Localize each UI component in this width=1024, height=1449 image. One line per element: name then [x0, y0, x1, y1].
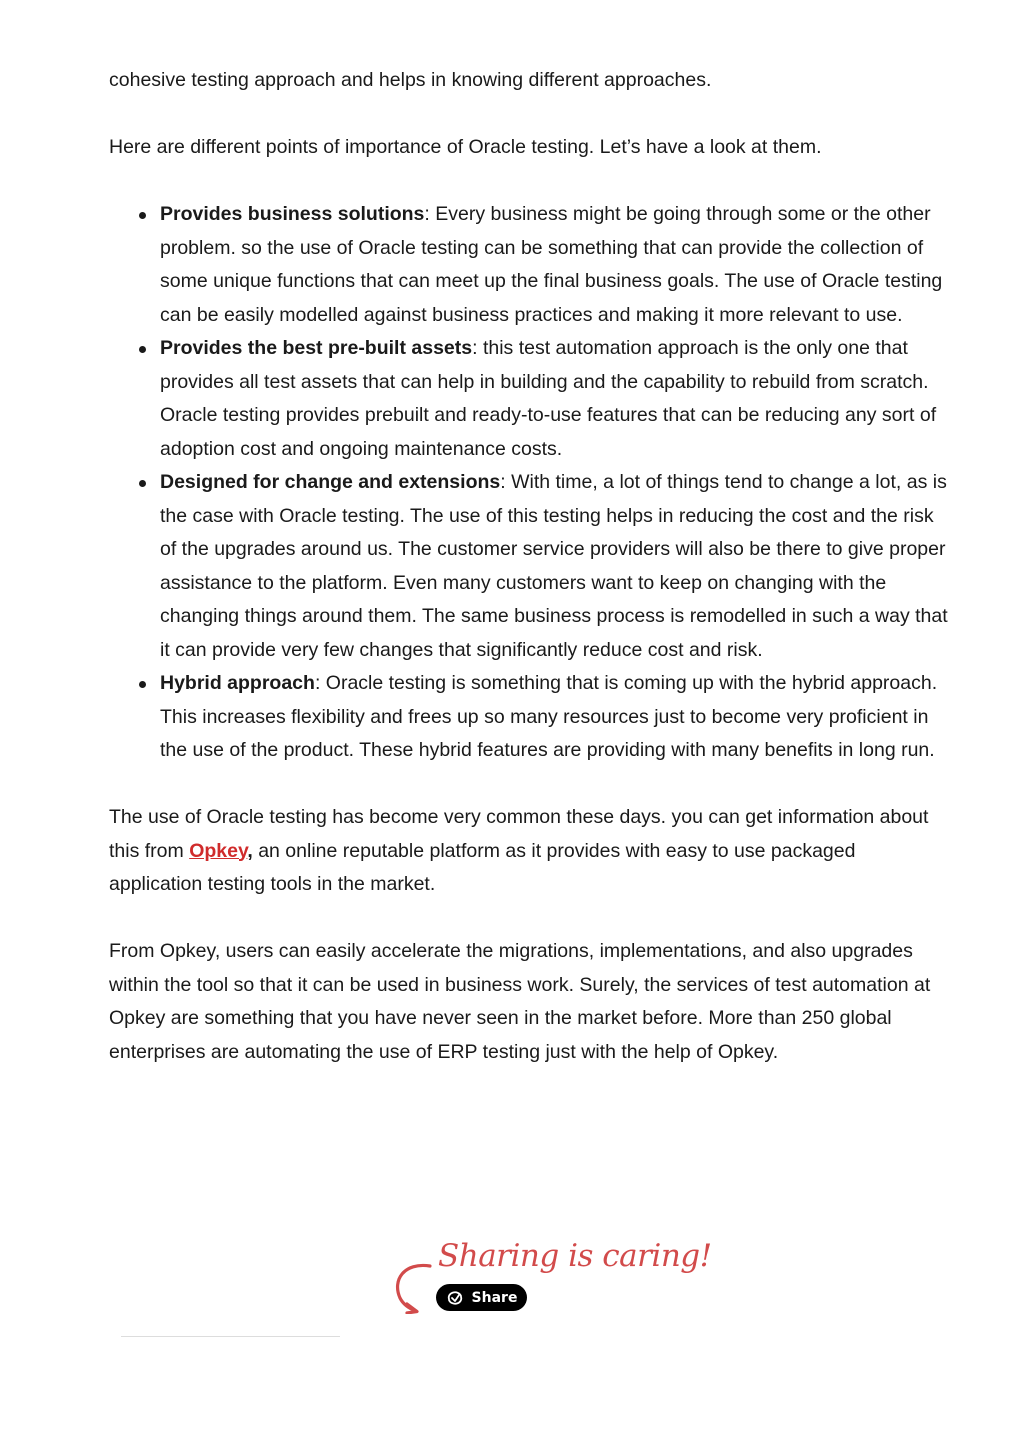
share-button[interactable]	[436, 1284, 527, 1311]
list-item	[160, 198, 949, 332]
paragraph-opkey-info	[109, 801, 949, 902]
share-button-label: Share	[471, 1289, 518, 1306]
list-item	[160, 332, 949, 466]
list-item-text: : Every business might be going through some or the other problem. so the use of Oracle testing can be something that can provide the collection of some unique functions that can meet up the final business goals. The use of Oracle testing can be easily modelled against business practices and making it more relevant to use.	[160, 203, 943, 326]
paragraph-opkey-benefits: From Opkey, users can easily accelerate the migrations, implementations, and also upgrades within the tool so that it can be used in business work. Surely, the services of test automation at Opkey are something that you have never seen in the market before. More than 250 global enterprises are automating the use of ERP testing just with the help of Opkey.	[109, 940, 931, 1063]
opkey-link[interactable]: Opkey	[189, 839, 248, 862]
share-icon	[446, 1291, 464, 1305]
list-item-text: : Oracle testing is something that is coming up with the hybrid approach. This increases flexibility and frees up so many resources just to become very proficient in the use of the product. These hybrid features are providing with many benefits in long run.	[160, 672, 938, 761]
list-item	[160, 667, 949, 768]
list-item-title: Provides the best pre-built assets	[160, 337, 473, 359]
paragraph-text: an online reputable platform as it provides with easy to use packaged application testing tools in the market.	[109, 839, 856, 895]
list-item-text: : With time, a lot of things tend to change a lot, as is the case with Oracle testing. The use of this testing helps in reducing the cost and the risk of the upgrades around us. The customer service providers will also be there to give proper assistance to the platform. Even many customers want to keep on changing with the changing things around them. The same business process is remodelled in such a way that it can provide very few changes that significantly reduce cost and risk.	[160, 471, 948, 661]
article-body	[109, 64, 949, 1069]
sharing-heading: Sharing is caring!	[438, 1238, 712, 1274]
list-item-title: Designed for change and extensions	[160, 471, 501, 493]
importance-list	[109, 198, 949, 768]
list-item-title: Provides business solutions	[160, 203, 425, 225]
curved-arrow-icon	[390, 1254, 436, 1314]
paragraph-text: The use of Oracle testing has become very common these days. you can get information about this from	[109, 806, 929, 862]
divider	[121, 1336, 340, 1337]
list-item-text: : this test automation approach is the only one that provides all test assets that can help in building and the capability to rebuild from scratch. Oracle testing provides prebuilt and ready-to-use features that can be reducing any sort of adoption cost and ongoing maintenance costs.	[160, 337, 937, 460]
share-widget	[390, 1236, 712, 1326]
paragraph-intro: cohesive testing approach and helps in knowing different approaches.	[109, 69, 712, 91]
paragraph-points-intro: Here are different points of importance of Oracle testing. Let’s have a look at them.	[109, 136, 822, 158]
comma: ,	[247, 839, 253, 862]
list-item-title: Hybrid approach	[160, 672, 315, 694]
list-item	[160, 466, 949, 667]
